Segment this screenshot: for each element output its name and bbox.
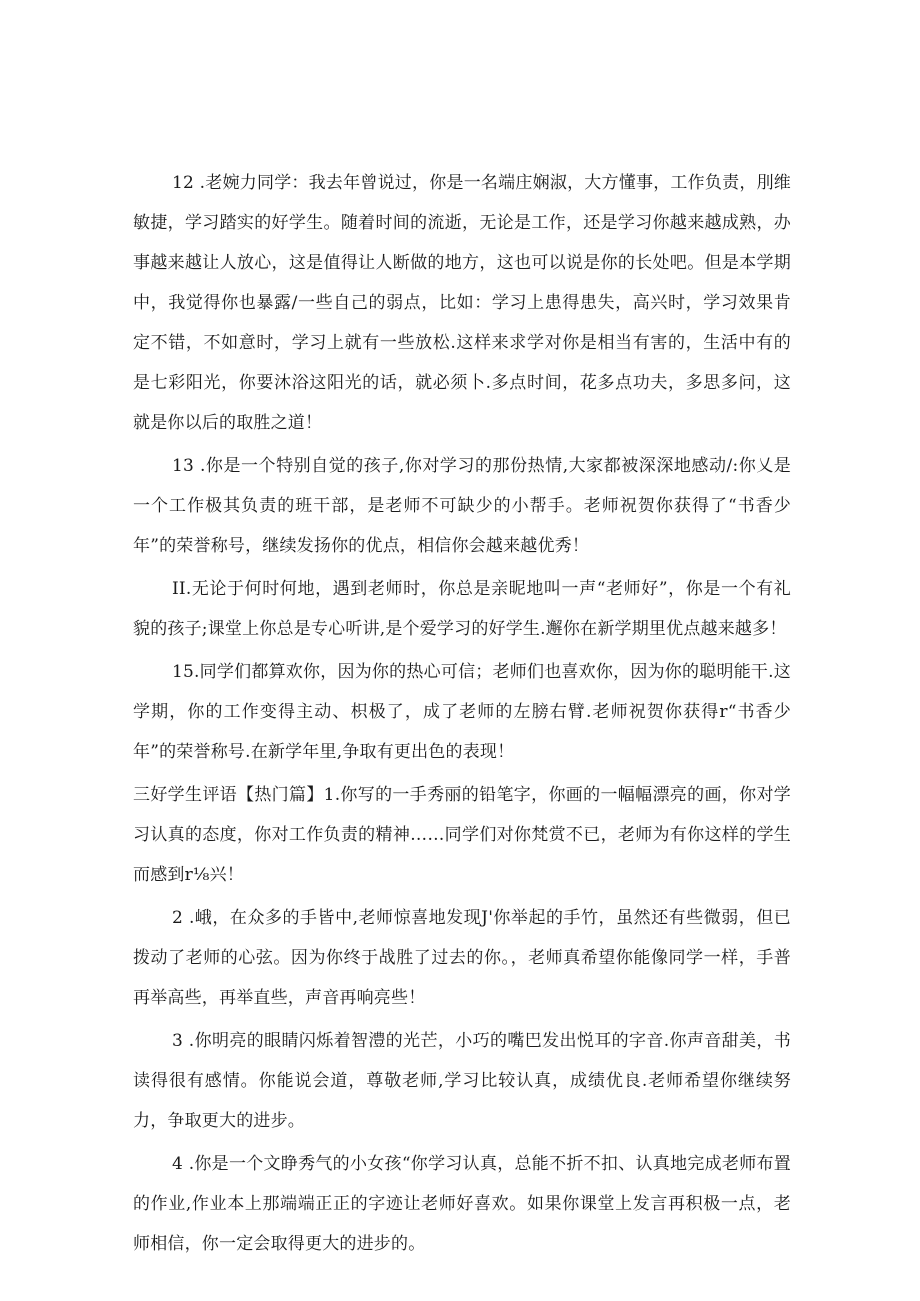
document-body bbox=[133, 163, 791, 1267]
paragraph-comment-13: 13 .你是一个特别自觉的孩子,你对学习的那份热情,大家都被深深地感动/:你乂是一个工作极其负责的班干部，是老师不可缺少的小帮手。老师祝贺你获得了“书香少年”的荣誉称号，继续发扬你的优点，相信你会越来越优秀！ bbox=[133, 456, 791, 556]
paragraph-comment-3: 3 .你明亮的眼睛闪烁着智澧的光芒，小巧的嘴巴发出悦耳的字音.你声音甜美，书读得很有感情。你能说会道，尊敬老师,学习比较认真，成绩优良.老师希望你继续努力，争取更大的进步。 bbox=[133, 1031, 791, 1131]
paragraph-section-heading-comment-1: 三好学生评语【热门篇】1.你写的一手秀丽的铅笔字，你画的一幅幅漂亮的画，你对学习认真的态度，你对工作负责的精神……同学们对你梵赏不已，老师为有你这样的学生而感到r⅛兴！ bbox=[133, 785, 791, 885]
paragraph-comment-4: 4 .你是一个文睁秀气的小女孩“你学习认真，总能不折不扣、认真地完成老师布置的作业,作业本上那端端正正的字迹让老师好喜欢。如果你课堂上发言再积极一点，老师相信，你一定会取得更大的进步的。 bbox=[133, 1154, 791, 1254]
paragraph-comment-12: 12 .老婉力同学：我去年曾说过，你是一名端庄娴淑，大方懂事，工作负责，刖维敏捷，学习踏实的好学生。随着时间的流逝，无论是工作，还是学习你越来越成熟，办事越来越让人放心，这是值得让人断做的地方，这也可以说是你的长处吧。但是本学期中，我觉得你也暴露/一些自己的弱点，比如：学习上患得患失，高兴时，学习效果肯定不错，不如意时，学习上就有一些放松.这样来求学对你是相当有害的，生活中有的是七彩阳光，你要沐浴这阳光的话，就必须卜.多点时间，花多点功夫，多思多问，这就是你以后的取胜之道！ bbox=[133, 173, 791, 433]
paragraph-comment-15: 15.同学们都算欢你，因为你的热心可信；老师们也喜欢你，因为你的聪明能干.这学期，你的工作变得主动、枳极了，成了老师的左膀右臂.老师祝贺你获得r“书香少年”的荣誉称号.在新学年里,争取有更出色的表现！ bbox=[133, 662, 791, 762]
paragraph-comment-2: 2 .峨，在众多的手皆中,老师惊喜地发现J'你举起的手竹，虽然还有些微弱，但已拨动了老师的心弦。因为你终于战胜了过去的你。，老师真希望你能像同学一样，手普再举高些，再举直些，声音再响亮些！ bbox=[133, 908, 791, 1008]
paragraph-comment-14: II.无论于何时何地，遇到老师时，你总是亲昵地叫一声“老师好”，你是一个有礼貌的孩子;课堂上你总是专心听讲,是个爱学习的好学生.邂你在新学期里优点越来越多！ bbox=[133, 579, 791, 639]
